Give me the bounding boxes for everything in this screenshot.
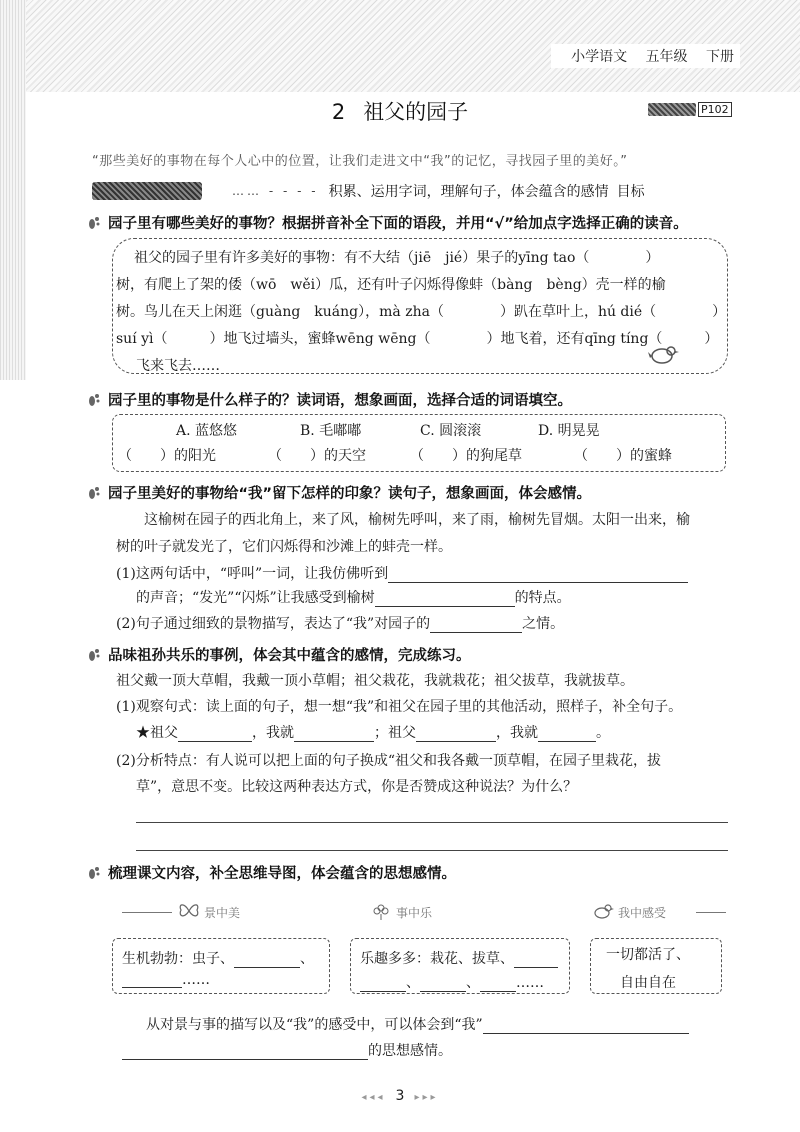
q4-fill-blank-1[interactable] — [178, 726, 252, 742]
grade-label: 五年级 — [645, 49, 688, 65]
book-info — [551, 44, 740, 68]
footprint-icon — [86, 215, 102, 231]
q2-blank-3[interactable]: （ ）的狗尾草 — [410, 448, 522, 464]
q1-line-1: 祖父的园子里有许多美好的事物：有不大结（jiē jié）果子的yīng tao（ ） — [134, 250, 660, 266]
arrow-line — [696, 912, 726, 913]
q2-blank-4[interactable]: （ ）的蜜蜂 — [574, 448, 672, 464]
question-4-title: 品味祖孙共乐的事例，体会其中蕴含的感情，完成练习。 — [86, 644, 471, 665]
textbook-tag-icon — [648, 103, 696, 116]
mindmap-head-3: 我中感受 — [592, 902, 732, 922]
q4-sub2-line-1: (2)分析特点：有人说可以把上面的句子换成“祖父和我各戴一顶草帽，在园子里栽花，拔 — [116, 753, 661, 769]
q2-option-c: C. 圆滚滚 — [420, 423, 482, 439]
butterfly-icon — [178, 902, 200, 923]
q2-blank-2[interactable]: （ ）的天空 — [268, 448, 366, 464]
q3-sub2: (2)句子通过细致的景物描写，表达了“我”对园子的 之情。 — [116, 616, 565, 632]
q3-sub1-blank-1[interactable] — [388, 567, 688, 583]
intro-text: “那些美好的事物在每个人心中的位置，让我们走进文中“我”的记忆，寻找园子里的美好。” — [92, 154, 628, 169]
box2-blank-1[interactable] — [514, 952, 558, 968]
summary-blank-2[interactable] — [122, 1044, 368, 1060]
question-2-title: 园子里的事物是什么样子的？读词语，想象画面，选择合适的词语填空。 — [86, 389, 572, 410]
q5-summary-line-2: 的思想感情。 — [122, 1040, 452, 1060]
learning-goal — [92, 180, 732, 202]
question-5-title: 梳理课文内容，补全思维导图，体会蕴含的思想感情。 — [86, 862, 456, 883]
q4-fill-row: ★祖父 ，我就 ；祖父 ，我就 。 — [136, 725, 610, 741]
footprint-icon — [86, 647, 102, 663]
mindmap-head-2: 事中乐 — [370, 902, 570, 922]
q4-passage: 祖父戴一顶大草帽，我戴一顶小草帽；祖父栽花，我就栽花；祖父拔草，我就拔草。 — [116, 673, 634, 689]
question-1-title: 园子里有哪些美好的事物？根据拼音补全下面的语段，并用“√”给加点字选择正确的读音。 — [86, 212, 688, 233]
q4-fill-blank-4[interactable] — [538, 726, 596, 742]
goal-label: 目标 — [616, 184, 645, 200]
box2-blank-2[interactable] — [360, 976, 406, 992]
flower-icon — [370, 902, 392, 923]
q2-blank-1[interactable]: （ ）的阳光 — [118, 448, 216, 464]
box3-line-1: 一切都活了、 — [606, 947, 690, 963]
arrow-line — [122, 912, 172, 913]
footprint-icon — [86, 485, 102, 501]
q1-line-4: suí yì（ ）地飞过墙头，蜜蜂wēng wēng（ ）地飞着，还有qīng tíng（ ） — [116, 331, 719, 347]
goal-dots: …… - - - - — [232, 184, 319, 198]
left-margin-texture — [0, 0, 26, 380]
q2-option-d: D. 明晃晃 — [538, 423, 600, 439]
box1-blank-2[interactable] — [122, 972, 182, 988]
mindmap-head-1: 景中美 — [122, 902, 342, 922]
lesson-title: 祖父的园子 — [363, 100, 469, 124]
q4-sub1: (1)观察句式：读上面的句子，想一想“我”和祖父在园子里的其他活动，照样子，补全句子。 — [116, 699, 683, 715]
footprint-icon — [86, 865, 102, 881]
goal-badge-icon — [92, 182, 202, 200]
question-3-title: 园子里美好的事物给“我”留下怎样的印象？读句子，想象画面，体会感情。 — [86, 482, 591, 503]
box2-line-2: 、 、 …… — [360, 972, 544, 992]
goal-text: 积累、运用字词，理解句子，体会蕴含的感情 — [328, 184, 609, 200]
q4-answer-line-1[interactable] — [136, 822, 728, 823]
q3-sub1-cont: 的声音；“发光”“闪烁”让我感受到榆树 的特点。 — [136, 590, 571, 606]
footer-deco-left: ◂◂◂ — [361, 1092, 386, 1103]
term-label: 下册 — [706, 49, 734, 65]
box1-blank-1[interactable] — [234, 952, 300, 968]
page-footer — [0, 1088, 800, 1104]
q5-summary-line-1: 从对景与事的描写以及“我”的感受中，可以体会到“我” — [146, 1014, 689, 1034]
footprint-icon — [86, 392, 102, 408]
bird-icon — [648, 342, 680, 370]
q1-line-5: 飞来飞去…… — [136, 358, 220, 374]
q4-answer-line-2[interactable] — [136, 850, 728, 851]
box2-line-1: 乐趣多多：栽花、拔草、 — [360, 948, 558, 968]
box1-line-2: …… — [122, 972, 210, 988]
q3-sub1-blank-2[interactable] — [375, 591, 515, 607]
box1-line-1: 生机勃勃：虫子、 、 — [122, 951, 314, 967]
q1-line-3: 树。鸟儿在天上闲逛（guàng kuáng），mà zha（ ）趴在草叶上，hú dié（ ） — [116, 304, 727, 320]
q1-line-2: 树，有爬上了架的倭（wō wěi）瓜，还有叶子闪烁得像蚌（bàng bèng）壳一样的榆 — [116, 277, 666, 293]
q4-fill-blank-2[interactable] — [294, 726, 374, 742]
q3-passage-line-2: 树的叶子就发光了，它们闪烁得和沙滩上的蚌壳一样。 — [116, 539, 452, 555]
q3-sub2-blank[interactable] — [430, 617, 522, 633]
subject-label: 小学语文 — [571, 49, 628, 65]
summary-blank-1[interactable] — [483, 1018, 689, 1034]
lesson-number: 2 — [331, 100, 346, 124]
q2-option-a: A. 蓝悠悠 — [176, 423, 238, 439]
q4-sub2-line-2: 草”，意思不变。比较这两种表达方式，你是否赞成这种说法？为什么？ — [136, 779, 578, 795]
page-reference — [648, 100, 732, 118]
q3-sub1: (1)这两句话中，“呼叫”一词，让我仿佛听到 — [116, 563, 688, 583]
q4-fill-blank-3[interactable] — [416, 726, 496, 742]
box3-line-2: 自由自在 — [620, 975, 676, 991]
box2-blank-3[interactable] — [420, 976, 466, 992]
page-number: 3 — [395, 1088, 405, 1104]
q2-option-b: B. 毛嘟嘟 — [300, 423, 362, 439]
q3-passage-line-1: 这榆树在园子的西北角上，来了风，榆树先呼叫，来了雨，榆树先冒烟。太阳一出来，榆 — [144, 512, 690, 528]
page-ref-code: P102 — [698, 102, 732, 117]
box2-blank-4[interactable] — [480, 976, 516, 992]
footer-deco-right: ▸▸▸ — [414, 1092, 439, 1103]
bird-icon — [592, 902, 614, 923]
